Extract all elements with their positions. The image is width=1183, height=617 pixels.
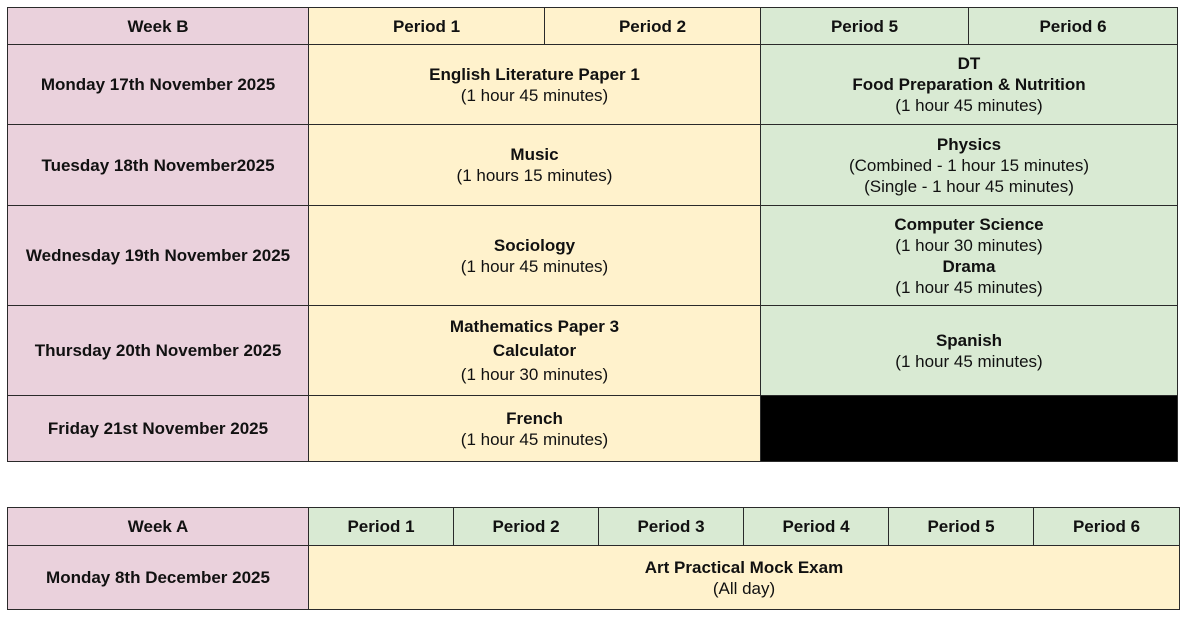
week-label: Week A <box>8 508 309 546</box>
exam-subject: Spanish <box>935 330 1003 350</box>
week-b-row <box>8 45 1178 125</box>
exam-duration: (1 hour 45 minutes) <box>895 96 1043 115</box>
week-a-timetable <box>7 507 1180 610</box>
period-header: Period 1 <box>309 508 454 546</box>
exam-subject: Physics <box>936 134 1002 154</box>
period-header: Period 5 <box>761 8 969 45</box>
exam-duration: (All day) <box>712 578 776 598</box>
exam-duration: (Combined - 1 hour 15 minutes) <box>848 155 1089 175</box>
exam-subject: DT <box>957 54 981 73</box>
day-label: Tuesday 18th November2025 <box>8 125 309 206</box>
week-b-row <box>8 206 1178 306</box>
exam-subject: Food Preparation & Nutrition <box>852 75 1086 94</box>
no-exam-blackout-cell <box>761 396 1178 462</box>
exam-subject: English Literature Paper 1 <box>429 64 640 84</box>
week-b-row <box>8 396 1178 462</box>
exam-duration: (1 hour 30 minutes) <box>460 364 609 384</box>
period-header: Period 5 <box>889 508 1034 546</box>
week-a-header-row <box>8 508 1180 546</box>
exam-subject: French <box>506 408 563 428</box>
day-label: Friday 21st November 2025 <box>8 396 309 462</box>
afternoon-exam-cell <box>761 45 1178 125</box>
morning-exam-cell <box>309 206 761 306</box>
period-header: Period 1 <box>309 8 545 45</box>
exam-subject: Sociology <box>493 235 576 255</box>
exam-duration: (1 hour 45 minutes) <box>895 277 1043 297</box>
exam-subject: Mathematics Paper 3 <box>449 316 620 336</box>
exam-duration: (1 hour 45 minutes) <box>460 256 609 276</box>
period-header: Period 3 <box>599 508 744 546</box>
period-header: Period 6 <box>969 8 1178 45</box>
exam-duration: (1 hour 45 minutes) <box>895 351 1043 371</box>
exam-subject: Drama <box>942 256 996 276</box>
afternoon-exam-cell <box>761 306 1178 396</box>
week-label: Week B <box>8 8 309 45</box>
exam-subject: Calculator <box>492 340 577 360</box>
exam-duration: (Single - 1 hour 45 minutes) <box>864 176 1074 196</box>
morning-exam-cell <box>309 396 761 462</box>
day-label: Wednesday 19th November 2025 <box>8 206 309 306</box>
day-label: Thursday 20th November 2025 <box>8 306 309 396</box>
morning-exam-cell <box>309 125 761 206</box>
exam-subject: Art Practical Mock Exam <box>644 557 844 577</box>
period-header: Period 2 <box>454 508 599 546</box>
exam-subject: Computer Science <box>894 214 1044 234</box>
exam-duration: (1 hour 30 minutes) <box>895 235 1043 255</box>
exam-duration: (1 hour 45 minutes) <box>460 429 609 449</box>
period-header: Period 2 <box>545 8 761 45</box>
week-b-timetable <box>7 7 1178 462</box>
week-a-row <box>8 546 1180 610</box>
week-b-header-row <box>8 8 1178 45</box>
morning-exam-cell <box>309 306 761 396</box>
exam-duration: (1 hour 45 minutes) <box>460 85 609 105</box>
period-header: Period 4 <box>744 508 889 546</box>
week-b-row <box>8 125 1178 206</box>
afternoon-exam-cell <box>761 125 1178 206</box>
exam-subject: Music <box>510 145 559 164</box>
morning-exam-cell <box>309 45 761 125</box>
afternoon-exam-cell <box>761 206 1178 306</box>
day-label: Monday 17th November 2025 <box>8 45 309 125</box>
all-day-exam-cell <box>309 546 1180 610</box>
period-header: Period 6 <box>1034 508 1180 546</box>
day-label: Monday 8th December 2025 <box>8 546 309 610</box>
week-b-row <box>8 306 1178 396</box>
exam-duration: (1 hours 15 minutes) <box>456 166 613 185</box>
